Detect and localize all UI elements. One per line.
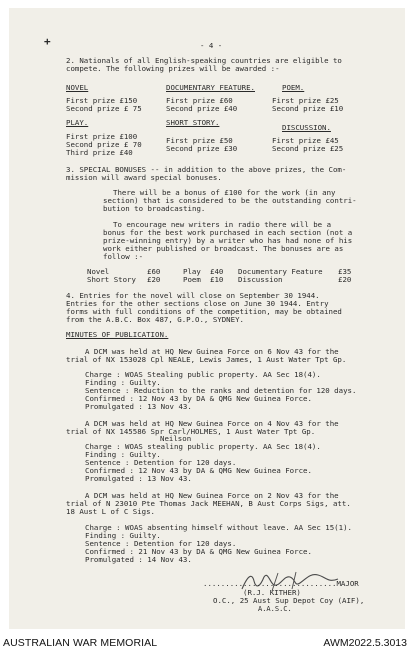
margin-mark: + <box>44 35 51 48</box>
page-number: - 4 - <box>200 41 223 50</box>
discussion-first: First prize £45 <box>272 136 339 145</box>
bonus-para-4: To encourage new writers in radio there will be a <box>113 220 332 229</box>
signature-unit: A.A.S.C. <box>258 605 292 613</box>
minute-3-confirmed: Confirmed : 21 Nov 43 by DA & QMG New Guinea Force. <box>85 547 312 556</box>
minute-2-finding: Finding : Guilty. <box>85 450 161 459</box>
bonus-play: Play <box>183 267 201 276</box>
entries-line-3: forms with full conditions of the competition, may be obtained <box>66 307 342 316</box>
signature-rank-line: ..............................MAJOR <box>203 579 359 588</box>
minute-3-finding: Finding : Guilty. <box>85 531 161 540</box>
bonus-short-story-amount: £20 <box>147 275 161 284</box>
minute-3-line-2: trial of N 23010 Pte Thomas Jack MEEHAN, B Aust Corps Sigs, att. <box>66 499 351 508</box>
minute-1-charge: Charge : WOAS Stealing public property. AA Sec 18(4). <box>85 370 321 379</box>
minute-3-sentence: Sentence : Detention for 120 days. <box>85 539 237 548</box>
minute-2-line-2: trial of NX 145586 Spr Carl/HOLMES, 1 Aust Water Tpt Gp. <box>66 427 316 436</box>
minute-1-confirmed: Confirmed : 12 Nov 43 by DA & QMG New Guinea Force. <box>85 394 312 403</box>
minute-3-charge: Charge : WOAS absenting himself without leave. AA Sec 15(1). <box>85 523 352 532</box>
poem-heading: POEM. <box>282 83 305 92</box>
poem-first: First prize £25 <box>272 96 339 105</box>
bonus-para-2: section) that is considered to be the outstanding contri- <box>103 196 357 205</box>
bonus-poem-amount: £10 <box>210 275 224 284</box>
footer-institution: AUSTRALIAN WAR MEMORIAL <box>3 637 158 649</box>
minute-1-sentence: Sentence : Reduction to the ranks and detention for 120 days. <box>85 386 357 395</box>
intro-line-1: 2. Nationals of all English-speaking countries are eligible to <box>66 56 342 65</box>
bonus-para-1: There will be a bonus of £100 for the work (in any <box>113 188 336 197</box>
short-story-first: First prize £50 <box>166 136 233 145</box>
minute-1-promulgated: Promulgated : 13 Nov 43. <box>85 402 192 411</box>
bonus-novel: Novel <box>87 267 110 276</box>
bonuses-line-2: mission will award special bonuses. <box>66 173 222 182</box>
bonus-para-3: bution to broadcasting. <box>103 204 206 213</box>
minute-2-charge: Charge : WOAS stealing public property. AA Sec 18(4). <box>85 442 321 451</box>
minute-3-line-3: 18 Aust L of C Sigs. <box>66 507 155 516</box>
novel-first: First prize £150 <box>66 96 138 105</box>
play-heading: PLAY. <box>66 118 89 127</box>
bonus-poem: Poem <box>183 275 201 284</box>
minute-2-line-1: A DCM was held at HQ New Guinea Force on 4 Nov 43 for the <box>85 419 339 428</box>
minute-1-line-2: trial of NX 153028 Cpl NEALE, Lewis James, 1 Aust Water Tpt Gp. <box>66 355 347 364</box>
documentary-heading: DOCUMENTARY FEATURE. <box>166 83 255 92</box>
documentary-first: First prize £60 <box>166 96 233 105</box>
play-third: Third prize £40 <box>66 148 133 157</box>
minute-2-promulgated: Promulgated : 13 Nov 43. <box>85 474 192 483</box>
minute-1-finding: Finding : Guilty. <box>85 378 161 387</box>
minutes-heading: MINUTES OF PUBLICATION. <box>66 330 169 339</box>
bonus-para-7: work either published or broadcast. The bonuses are as <box>103 244 344 253</box>
intro-line-2: compete. The following prizes will be awarded :- <box>66 64 280 73</box>
minute-2-sentence: Sentence : Detention for 120 days. <box>85 458 237 467</box>
bonus-discussion-amount: £20 <box>338 275 352 284</box>
documentary-second: Second prize £40 <box>166 104 238 113</box>
signature-title: O.C., 25 Aust Sup Depot Coy (AIF), <box>213 596 365 605</box>
play-second: Second prize £ 70 <box>66 140 142 149</box>
bonus-discussion: Discussion <box>238 275 283 284</box>
minute-3-line-1: A DCM was held at HQ New Guinea Force on 2 Nov 43 for the <box>85 491 339 500</box>
short-story-second: Second prize £30 <box>166 144 238 153</box>
entries-line-2: Entries for the other sections close on June 30 1944. Entry <box>66 299 329 308</box>
bonus-documentary: Documentary Feature <box>238 267 323 276</box>
short-story-heading: SHORT STORY. <box>166 118 220 127</box>
footer-accession-number: AWM2022.5.3013 <box>323 637 407 649</box>
novel-heading: NOVEL <box>66 83 89 92</box>
bonus-para-5: bonus for the best work purchased in each section (not a <box>103 228 353 237</box>
bonus-para-8: follow :- <box>103 252 144 261</box>
bonus-play-amount: £40 <box>210 267 224 276</box>
minute-1-line-1: A DCM was held at HQ New Guinea Force on 6 Nov 43 for the <box>85 347 339 356</box>
discussion-second: Second prize £25 <box>272 144 344 153</box>
minute-2-confirmed: Confirmed : 12 Nov 43 by DA & QMG New Guinea Force. <box>85 466 312 475</box>
bonus-documentary-amount: £35 <box>338 267 352 276</box>
signature-name: (R.J. KITHER) <box>243 588 301 597</box>
bonus-novel-amount: £60 <box>147 267 161 276</box>
entries-line-4: from the A.B.C. Box 487, G.P.O., SYDNEY. <box>66 315 244 324</box>
minute-3-promulgated: Promulgated : 14 Nov 43. <box>85 555 192 564</box>
play-first: First prize £100 <box>66 132 138 141</box>
bonuses-line-1: 3. SPECIAL BONUSES -- in addition to the above prizes, the Com- <box>66 165 347 174</box>
bonus-para-6: prize-winning entry) by a writer who has had none of his <box>103 236 353 245</box>
archive-footer <box>0 634 411 653</box>
discussion-heading: DISCUSSION. <box>282 123 331 132</box>
bonus-short-story: Short Story <box>87 275 136 284</box>
entries-line-1: 4. Entries for the novel will close on September 30 1944. <box>66 291 320 300</box>
novel-second: Second prize £ 75 <box>66 104 142 113</box>
poem-second: Second prize £10 <box>272 104 344 113</box>
minute-2-line-3: Neilson <box>160 434 192 443</box>
